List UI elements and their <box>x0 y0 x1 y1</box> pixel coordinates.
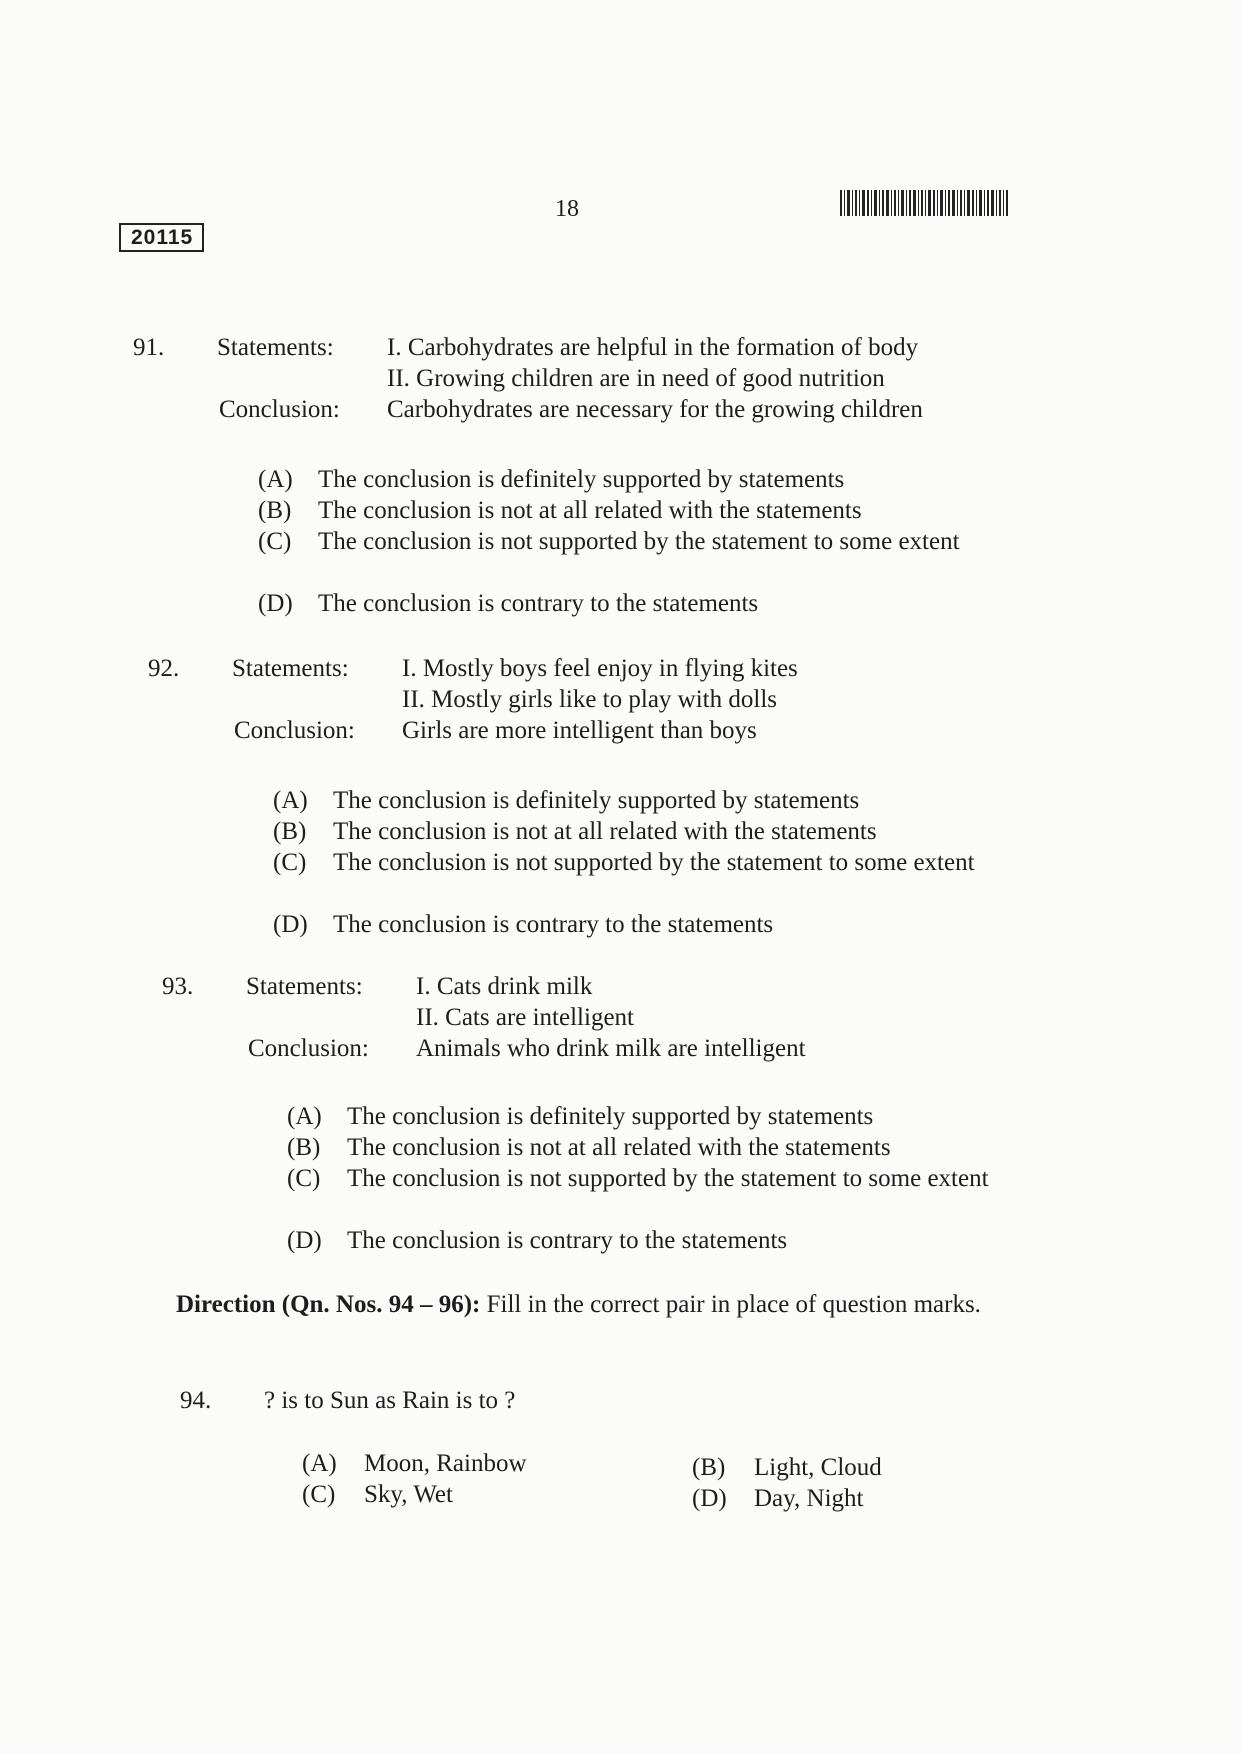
conclusion-text: Animals who drink milk are intelligent <box>416 1035 806 1062</box>
question-number: 93. <box>162 973 194 1000</box>
direction-block <box>176 1289 1062 1320</box>
option-label: (D) <box>692 1485 727 1512</box>
option-c[interactable] <box>287 1163 1057 1225</box>
conclusion-text: Carbohydrates are necessary for the growing children <box>387 396 923 423</box>
option-label: (A) <box>302 1450 337 1477</box>
option-d[interactable] <box>692 1483 863 1514</box>
option-a[interactable] <box>287 1101 1057 1132</box>
option-label: (D) <box>258 590 293 617</box>
direction-text: Fill in the correct pair in place of question marks. <box>486 1291 981 1318</box>
option-text: The conclusion is not at all related with the statements <box>333 818 877 845</box>
option-label: (B) <box>273 818 307 845</box>
options-list <box>258 464 1028 619</box>
option-label: (C) <box>258 528 292 555</box>
question-91 <box>133 332 1033 632</box>
conclusion-label: Conclusion: <box>248 1035 369 1062</box>
option-label: (B) <box>258 497 292 524</box>
option-label: (A) <box>287 1103 322 1130</box>
option-label: (C) <box>302 1481 336 1508</box>
option-c[interactable] <box>258 526 1028 588</box>
option-label: (C) <box>273 849 307 876</box>
page-number: 18 <box>555 196 579 222</box>
option-label: (C) <box>287 1165 321 1192</box>
question-number: 91. <box>133 334 165 361</box>
paper-code-box: 20115 <box>119 223 204 252</box>
option-b[interactable] <box>692 1452 882 1483</box>
option-text: Moon, Rainbow <box>364 1450 527 1477</box>
option-b[interactable] <box>287 1132 1057 1163</box>
option-label: (D) <box>273 911 308 938</box>
barcode-icon <box>840 190 1008 216</box>
option-text: Sky, Wet <box>364 1481 453 1508</box>
direction-label: Direction (Qn. Nos. 94 – 96): <box>176 1291 481 1318</box>
option-text: The conclusion is not at all related with the statements <box>347 1134 891 1161</box>
option-c[interactable] <box>273 847 1043 909</box>
option-text: The conclusion is not at all related with the statements <box>318 497 862 524</box>
conclusion-label: Conclusion: <box>219 396 340 423</box>
option-label: (A) <box>273 787 308 814</box>
option-text: The conclusion is definitely supported by statements <box>347 1103 874 1130</box>
option-text: The conclusion is definitely supported by statements <box>318 466 845 493</box>
option-a[interactable] <box>302 1448 527 1479</box>
option-label: (B) <box>692 1454 726 1481</box>
question-text: ? is to Sun as Rain is to ? <box>264 1387 516 1414</box>
option-text: The conclusion is definitely supported by statements <box>333 787 860 814</box>
statement-2: II. Growing children are in need of good nutrition <box>387 365 885 392</box>
statement-2: II. Mostly girls like to play with dolls <box>402 686 777 713</box>
option-label: (A) <box>258 466 293 493</box>
conclusion-text: Girls are more intelligent than boys <box>402 717 757 744</box>
option-b[interactable] <box>258 495 1028 526</box>
statement-1: I. Carbohydrates are helpful in the formation of body <box>387 334 919 361</box>
option-d[interactable] <box>258 588 1028 619</box>
option-text: Day, Night <box>754 1485 864 1512</box>
option-a[interactable] <box>273 785 1043 816</box>
option-a[interactable] <box>258 464 1028 495</box>
option-label: (D) <box>287 1227 322 1254</box>
option-label: (B) <box>287 1134 321 1161</box>
question-number: 94. <box>180 1387 212 1414</box>
statements-label: Statements: <box>246 973 363 1000</box>
question-94-options <box>302 1448 942 1518</box>
statement-2: II. Cats are intelligent <box>416 1004 634 1031</box>
statements-label: Statements: <box>232 655 349 682</box>
statements-label: Statements: <box>217 334 334 361</box>
question-number: 92. <box>148 655 180 682</box>
question-92 <box>148 653 1048 953</box>
option-c[interactable] <box>302 1479 453 1510</box>
option-text: The conclusion is contrary to the statements <box>333 911 774 938</box>
option-text: The conclusion is contrary to the statements <box>347 1227 788 1254</box>
option-text: The conclusion is not supported by the statement to some extent <box>333 849 975 876</box>
option-b[interactable] <box>273 816 1043 847</box>
option-text: Light, Cloud <box>754 1454 882 1481</box>
option-text: The conclusion is not supported by the statement to some extent <box>347 1165 989 1192</box>
statement-1: I. Mostly boys feel enjoy in flying kites <box>402 655 798 682</box>
statement-1: I. Cats drink milk <box>416 973 593 1000</box>
question-94 <box>180 1385 880 1425</box>
option-text: The conclusion is contrary to the statements <box>318 590 759 617</box>
conclusion-label: Conclusion: <box>234 717 355 744</box>
options-list <box>273 785 1043 940</box>
option-d[interactable] <box>273 909 1043 940</box>
question-93 <box>162 971 1062 1271</box>
options-list <box>287 1101 1057 1256</box>
option-text: The conclusion is not supported by the statement to some extent <box>318 528 960 555</box>
option-d[interactable] <box>287 1225 1057 1256</box>
